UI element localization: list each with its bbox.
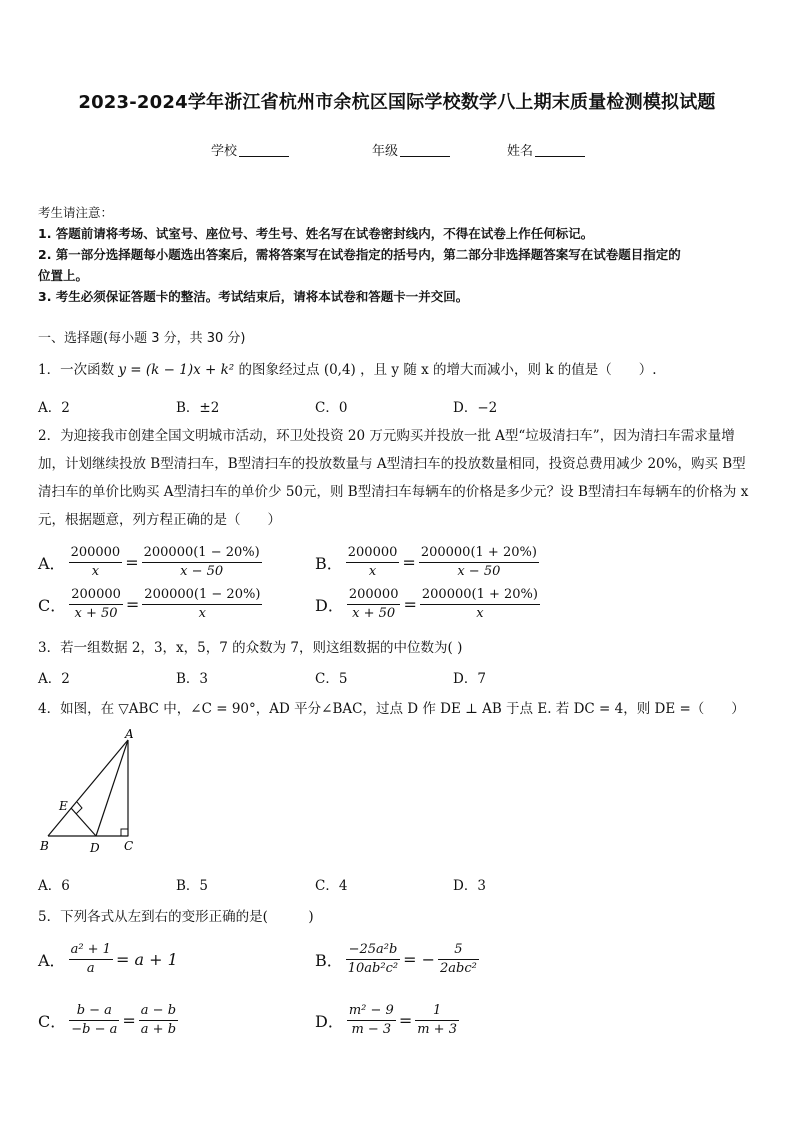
q2-d-label: D． bbox=[315, 596, 344, 615]
label-a: A bbox=[125, 728, 134, 741]
q1-mid: 的图象经过点 bbox=[238, 362, 320, 378]
label-c: C bbox=[124, 839, 134, 853]
school-label: 学校 bbox=[211, 144, 238, 159]
q3-option-c[interactable]: C．5 bbox=[315, 671, 348, 687]
q5-option-c[interactable] bbox=[38, 1002, 178, 1039]
q5-b-right-fraction: $\frac{5}{\text{2abc²}}$ bbox=[440, 942, 477, 976]
q1-option-b[interactable]: B．±2 bbox=[176, 400, 220, 416]
question-1 bbox=[38, 358, 657, 378]
q2-d-equals: = bbox=[403, 595, 417, 614]
q1-option-c[interactable]: C．0 bbox=[315, 400, 348, 416]
school-blank bbox=[239, 156, 289, 157]
q2-a-left-fraction: $\frac{200000}{x}$ bbox=[70, 545, 121, 579]
grade-blank bbox=[400, 156, 450, 157]
q3-option-a[interactable]: A．2 bbox=[38, 671, 70, 687]
q1-option-a[interactable]: A．2 bbox=[38, 400, 70, 416]
q2-b-label: B． bbox=[315, 554, 343, 573]
question-5: 5．下列各式从左到右的变形正确的是( ) bbox=[38, 909, 314, 925]
q5-c-label: C． bbox=[38, 1012, 67, 1031]
q5-c-right-fraction: $\frac{a - b}{a + b}$ bbox=[140, 1003, 177, 1037]
q2-b-equals: = bbox=[402, 553, 416, 572]
q2-b-left-fraction: $\frac{200000}{x}$ bbox=[347, 545, 398, 579]
q2-c-right-fraction: $\frac{200000(1 - 20\%)}{x}$ bbox=[144, 587, 261, 621]
label-e: E bbox=[59, 799, 68, 813]
q2-a-label: A． bbox=[38, 554, 66, 573]
notice-item-2-cont: 位置上。 bbox=[38, 268, 89, 283]
school-field bbox=[211, 140, 289, 159]
notice-heading: 考生请注意： bbox=[38, 205, 114, 220]
q5-d-right-fraction: $\frac{1}{m + 3}$ bbox=[417, 1003, 457, 1037]
label-d: D bbox=[90, 841, 100, 855]
q2-option-a[interactable] bbox=[38, 544, 262, 581]
q5-b-left-fraction: $\frac{\text{−25a²b}}{\text{10ab²c²}}$ bbox=[347, 942, 399, 976]
q1-option-d[interactable]: D．−2 bbox=[453, 400, 498, 416]
q4-option-a[interactable]: A．6 bbox=[38, 878, 70, 894]
question-4: 4．如图，在 ▽ABC 中，∠C = 90°，AD 平分∠BAC，过点 D 作 DE ⊥ AB 于点 E. 若 DC = 4，则 DE =（ ） bbox=[38, 701, 745, 717]
name-label: 姓名 bbox=[507, 144, 534, 159]
q5-option-b[interactable] bbox=[315, 941, 479, 978]
q5-option-d[interactable] bbox=[315, 1002, 459, 1039]
q4-option-c[interactable]: C．4 bbox=[315, 878, 348, 894]
grade-label: 年级 bbox=[372, 144, 399, 159]
segment-de bbox=[71, 808, 96, 836]
q5-option-a[interactable] bbox=[38, 941, 178, 978]
q5-d-label: D． bbox=[315, 1012, 344, 1031]
name-field bbox=[507, 140, 585, 159]
notice-item-2: 2. 第一部分选择题每小题选出答案后，需将答案写在试卷指定的括号内，第二部分非选择题答案写在试卷题目指定的 bbox=[38, 247, 681, 262]
notice-item-1: 1. 答题前请将考场、试室号、座位号、考生号、姓名写在试卷密封线内，不得在试卷上作任何标记。 bbox=[38, 226, 594, 241]
q5-b-rhs: = − bbox=[403, 950, 435, 969]
q2-a-equals: = bbox=[125, 553, 139, 572]
label-b: B bbox=[40, 839, 49, 853]
q5-a-label: A． bbox=[38, 951, 66, 970]
side-ab bbox=[48, 740, 128, 836]
notice-item-3: 3. 考生必须保证答题卡的整洁。考试结束后，请将本试卷和答题卡一并交回。 bbox=[38, 289, 469, 304]
right-angle-e bbox=[76, 802, 82, 814]
q5-c-left-fraction: $\frac{b - a}{-b - a}$ bbox=[71, 1003, 118, 1037]
name-blank bbox=[535, 156, 585, 157]
q1-prefix: 1．一次函数 bbox=[38, 362, 115, 378]
q4-option-b[interactable]: B．5 bbox=[176, 878, 209, 894]
q2-c-label: C． bbox=[38, 596, 67, 615]
question-2: 2．为迎接我市创建全国文明城市活动，环卫处投资 20 万元购买并投放一批 A型“垃圾清扫车”，因为清扫车需求量增加，计划继续投放 B型清扫车，B型清扫车的投放数量与 A型清扫车的投放数量相同，投资总费用减少 20%，购买 B型清扫车的单价比购买 A型清扫车的单价少 50元，则 B型清扫车每辆车的价格是多少元？设 B型清扫车每辆车的价格为 x元，根据题意，列方程正确的是（ ） bbox=[38, 428, 749, 528]
q4-option-d[interactable]: D．3 bbox=[453, 878, 486, 894]
section-heading: 一、选择题(每小题 3 分，共 30 分) bbox=[38, 331, 246, 346]
q2-option-d[interactable] bbox=[315, 586, 540, 623]
q1-rest: ，且 y 随 x 的增大而减小，则 k 的值是（ ）. bbox=[360, 362, 657, 378]
q5-a-left-fraction: $\frac{\text{a² + 1}}{a}$ bbox=[70, 942, 111, 976]
right-angle-c bbox=[121, 829, 128, 836]
q2-option-c[interactable] bbox=[38, 586, 262, 623]
q2-c-equals: = bbox=[125, 595, 140, 614]
q2-a-right-fraction: $\frac{200000(1 - 20\%)}{x - 50}$ bbox=[143, 545, 260, 579]
q3-option-b[interactable]: B．3 bbox=[176, 671, 209, 687]
q2-d-left-fraction: $\frac{200000}{x + 50}$ bbox=[348, 587, 399, 621]
q2-option-b[interactable] bbox=[315, 544, 539, 581]
q5-c-rhs: = bbox=[122, 1011, 136, 1030]
triangle-figure bbox=[30, 728, 150, 858]
segment-ad bbox=[96, 740, 128, 836]
q2-d-right-fraction: $\frac{200000(1 + 20\%)}{x}$ bbox=[421, 587, 538, 621]
q5-a-rhs: = a + 1 bbox=[115, 950, 178, 969]
grade-field bbox=[372, 140, 450, 159]
page-title: 2023-2024学年浙江省杭州市余杭区国际学校数学八上期末质量检测模拟试题 bbox=[78, 92, 716, 113]
q3-option-d[interactable]: D．7 bbox=[453, 671, 486, 687]
q1-point: (0,4) bbox=[323, 362, 356, 378]
q5-d-left-fraction: $\frac{\text{m² − 9}}{m - 3}$ bbox=[348, 1003, 394, 1037]
question-3: 3．若一组数据 2，3，x，5，7 的众数为 7，则这组数据的中位数为( ) bbox=[38, 640, 463, 656]
q5-b-label: B． bbox=[315, 951, 343, 970]
q1-function: y = (k − 1)x + k² bbox=[118, 362, 235, 378]
q5-d-rhs: = bbox=[398, 1011, 413, 1030]
q2-c-left-fraction: $\frac{200000}{x + 50}$ bbox=[71, 587, 121, 621]
q2-b-right-fraction: $\frac{200000(1 + 20\%)}{x - 50}$ bbox=[420, 545, 537, 579]
